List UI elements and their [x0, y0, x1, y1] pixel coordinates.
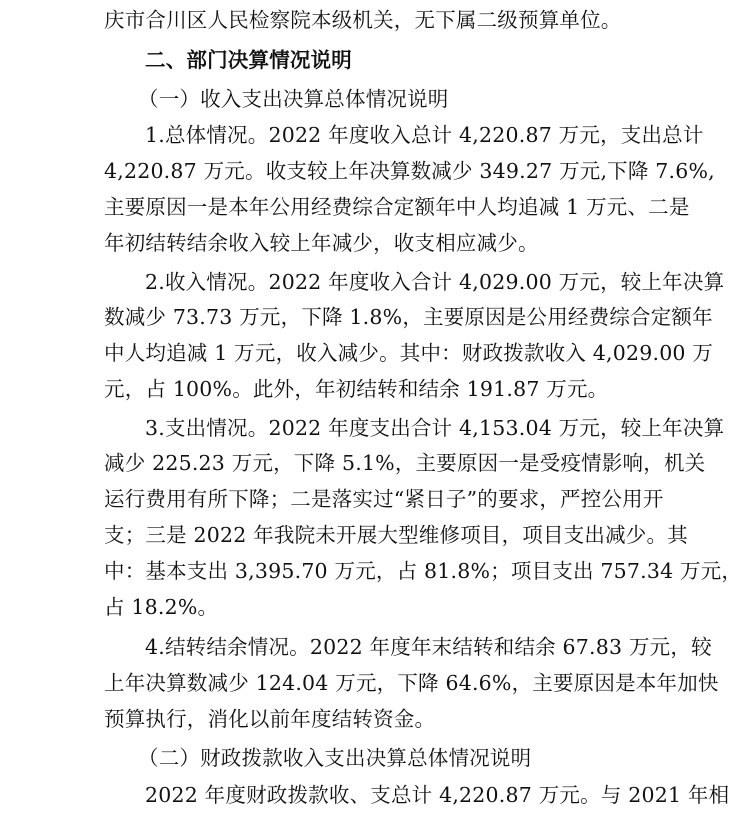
text-line-4: 1.总体情况。2022 年度收入总计 4,220.87 万元，支出总计 — [145, 123, 704, 147]
subsection-heading-1: （一）收入支出决算总体情况说明 — [138, 87, 449, 111]
text-line-22: 2022 年度财政拨款收、支总计 4,220.87 万元。与 2021 年相 — [145, 783, 730, 807]
text-line-18: 4.结转结余情况。2022 年度年末结转和结余 67.83 万元，较 — [145, 635, 712, 659]
text-line-13: 减少 225.23 万元，下降 5.1%，主要原因一是受疫情影响，机关 — [104, 451, 706, 475]
text-line-14: 运行费用有所下降；二是落实过“紧日子”的要求，严控公用开 — [104, 487, 664, 511]
text-line-9: 数减少 73.73 万元，下降 1.8%，主要原因是公用经费综合定额年 — [104, 305, 713, 329]
text-line-19: 上年决算数减少 124.04 万元，下降 64.6%，主要原因是本年加快 — [104, 671, 719, 695]
text-line-1: 庆市合川区人民检察院本级机关，无下属二级预算单位。 — [104, 8, 622, 32]
text-line-15: 支；三是 2022 年我院未开展大型维修项目，项目支出减少。其 — [104, 523, 688, 547]
text-line-6: 主要原因一是本年公用经费综合定额年中人均追减 1 万元、二是 — [104, 195, 690, 219]
text-line-11: 元，占 100%。此外，年初结转和结余 191.87 万元。 — [104, 377, 609, 401]
text-line-5: 4,220.87 万元。收支较上年决算数减少 349.27 万元,下降 7.6%, — [104, 159, 715, 183]
text-line-17: 占 18.2%。 — [104, 595, 219, 619]
text-line-10: 中人均追减 1 万元，收入减少。其中：财政拨款收入 4,029.00 万 — [104, 341, 714, 365]
section-heading-2: 二、部门决算情况说明 — [145, 48, 352, 72]
subsection-heading-2: （二）财政拨款收入支出决算总体情况说明 — [138, 746, 532, 770]
text-line-7: 年初结转结余收入较上年减少，收支相应减少。 — [104, 231, 539, 255]
text-line-8: 2.收入情况。2022 年度收入合计 4,029.00 万元，较上年决算 — [145, 270, 725, 294]
text-line-20: 预算执行，消化以前年度结转资金。 — [104, 707, 436, 731]
text-line-16: 中：基本支出 3,395.70 万元，占 81.8%；项目支出 757.34 万元， — [104, 559, 743, 583]
text-line-12: 3.支出情况。2022 年度支出合计 4,153.04 万元，较上年决算 — [145, 416, 725, 440]
